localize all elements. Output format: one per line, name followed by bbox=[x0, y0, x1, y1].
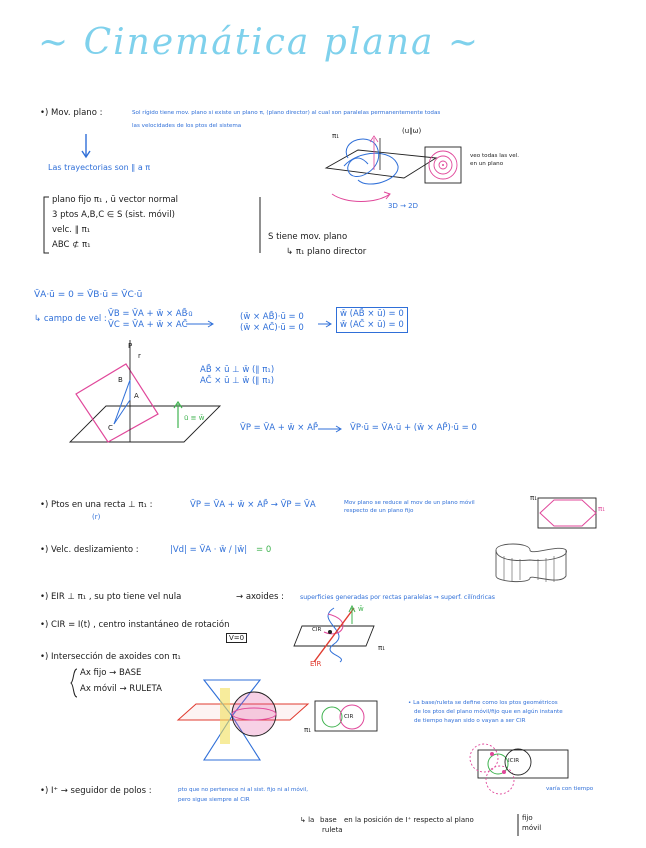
cond-2: 3 ptos A,B,C ∈ S (sist. móvil) bbox=[52, 210, 175, 220]
fig-r: r bbox=[138, 352, 141, 360]
interseccion-fig-varia: varía con tiempo bbox=[546, 786, 594, 792]
fig-note-1: veo todas las vel. bbox=[470, 153, 519, 159]
eq-box-1: w̄ (AB̄ × ū) = 0 bbox=[340, 309, 404, 319]
fig-b: B bbox=[118, 376, 123, 384]
concentric-velocity-icon bbox=[424, 146, 464, 186]
fig-3d2d: 3D → 2D bbox=[388, 202, 419, 210]
cir-fig-pi: π₁ bbox=[378, 644, 386, 652]
result-2: ↳ π₁ plano director bbox=[286, 247, 367, 257]
cond-3: velc. ∥ π₁ bbox=[52, 225, 91, 235]
eq-wac: (w̄ × AC̄)·ū = 0 bbox=[240, 323, 304, 333]
ptos-recta-fig-pi2: π₁ bbox=[598, 505, 606, 513]
seguidor-desc-2: pero sigue siempre al CIR bbox=[178, 797, 250, 803]
cir-fig-cir: CIR bbox=[312, 627, 322, 633]
ptos-recta-r: (r) bbox=[92, 513, 101, 521]
cir-figure bbox=[294, 602, 384, 664]
cir-v0-box: V=0 bbox=[226, 633, 247, 643]
mov-plano-desc-1: Sol rígido tiene mov. plano si existe un plano π, (plano director) al cual son paralelas permanentemente todas bbox=[132, 110, 441, 116]
fig-pi-label: π₁ bbox=[332, 132, 340, 140]
interseccion-fig-cir: CIR bbox=[344, 714, 354, 720]
dot-u: ·ū bbox=[186, 310, 193, 318]
fig-note-2: en un plano bbox=[470, 161, 504, 167]
eq-vb: V̄B = V̄A + w̄ × AB̄ bbox=[108, 309, 188, 319]
seguidor-base-rest: en la posición de I⁺ respecto al plano bbox=[344, 816, 474, 824]
page-title: ~ Cinemática plana ~ bbox=[38, 22, 481, 63]
eq-perp-1: AB̄ × ū ⊥ w̄ (∥ π₁) bbox=[200, 365, 275, 375]
seguidor-label: •) I⁺ → seguidor de polos : bbox=[40, 786, 152, 796]
seguidor-desc-1: pto que no pertenece ni al sist. fijo ni al móvil, bbox=[178, 787, 308, 793]
eq-wab: (w̄ × AB̄)·ū = 0 bbox=[240, 312, 304, 322]
seguidor-base-mid: base bbox=[320, 816, 337, 824]
interseccion-fig-pi: π₁ bbox=[304, 726, 312, 734]
arrow-icon-3 bbox=[318, 425, 344, 433]
fig-p: P bbox=[128, 342, 133, 350]
plane-rect-figure bbox=[532, 494, 604, 534]
seguidor-movil: móvil bbox=[522, 824, 542, 832]
eir-axoides: → axoides : bbox=[236, 592, 284, 602]
interseccion-fig-cir2: ICIR bbox=[508, 758, 520, 764]
seguidor-fijo: fijo bbox=[522, 814, 533, 822]
down-arrow-icon bbox=[80, 134, 92, 160]
cond-1: plano fijo π₁ , ū vector normal bbox=[52, 195, 179, 205]
deslizamiento-result: = 0 bbox=[256, 545, 272, 555]
fig-u-label: (u∥ω) bbox=[402, 127, 422, 135]
pyramid-figure bbox=[66, 338, 226, 446]
eq-vpu: V̄P·ū = V̄A·ū + (w̄ × AP̄)·ū = 0 bbox=[350, 423, 477, 433]
cir-fig-eir: EIR bbox=[310, 660, 322, 668]
cond-4: ABC ⊄ π₁ bbox=[52, 240, 91, 250]
eir-label: •) EIR ⊥ π₁ , su pto tiene vel nula bbox=[40, 592, 182, 602]
ptos-recta-eq: V̄P = V̄A + w̄ × AP̄ → V̄P = V̄A bbox=[190, 500, 316, 510]
eq-vc: V̄C = V̄A + w̄ × AC̄ bbox=[108, 320, 188, 330]
deslizamiento-label: •) Velc. deslizamiento : bbox=[40, 545, 139, 555]
arrow-icon bbox=[186, 320, 216, 328]
ptos-recta-label: •) Ptos en una recta ⊥ π₁ : bbox=[40, 500, 153, 510]
eq-perp-2: AC̄ × ū ⊥ w̄ (∥ π₁) bbox=[200, 376, 275, 386]
cir-label: •) CIR = I(t) , centro instantáneo de rotación bbox=[40, 620, 230, 630]
result-1: S tiene mov. plano bbox=[268, 232, 348, 242]
seguidor-ruleta: ruleta bbox=[322, 826, 343, 834]
cir-fig-w: w̄ bbox=[358, 605, 364, 613]
ptos-recta-note-2: respecto de un plano fijo bbox=[344, 508, 414, 514]
eir-desc: superficies generadas por rectas paralelas ⇒ superf. cilíndricas bbox=[300, 594, 496, 601]
left-bracket bbox=[42, 196, 50, 254]
ptos-recta-fig-pi: π₁ bbox=[530, 494, 538, 502]
eq-1: V̄A·ū = 0 = V̄B·ū = V̄C·ū bbox=[34, 290, 143, 300]
interseccion-note-1: • La base/ruleta se define como los ptos geométricos bbox=[408, 700, 558, 706]
section-mov-plano-label: •) Mov. plano : bbox=[40, 108, 103, 118]
deslizamiento-eq: |Vd| = V̄A · w̄ / |w̄| bbox=[170, 545, 248, 555]
interseccion-fijo: Ax fijo → BASE bbox=[80, 668, 142, 678]
interseccion-note-2: de los ptos del plano móvil/fijo que en algún instante bbox=[414, 709, 563, 715]
ptos-recta-note-1: Mov plano se reduce al mov de un plano móvil bbox=[344, 500, 475, 506]
axoides-figure bbox=[174, 676, 314, 766]
fig-c: C bbox=[108, 424, 113, 432]
interseccion-note-3: de tiempo hayan sido o vayan a ser CIR bbox=[414, 718, 526, 724]
campo-label: ↳ campo de vel : bbox=[34, 314, 107, 324]
cylindrical-surface-icon bbox=[490, 540, 572, 586]
brace-icon bbox=[70, 668, 78, 698]
trayectorias-text: Las trayectorias son ∥ a π bbox=[48, 163, 151, 172]
eq-vp: V̄P = V̄A + w̄ × AP̄ bbox=[240, 423, 319, 433]
eq-box-2: w̄ (AC̄ × ū) = 0 bbox=[340, 320, 404, 330]
fig-uw: ū ≡ w̄ bbox=[184, 414, 205, 422]
seguidor-base-prefix: ↳ la bbox=[300, 816, 315, 824]
interseccion-label: •) Intersección de axoides con π₁ bbox=[40, 652, 181, 662]
divider-bar bbox=[516, 814, 520, 836]
mov-plano-desc-2: las velocidades de los ptos del sistema bbox=[132, 123, 242, 129]
right-bracket bbox=[258, 196, 264, 254]
fig-a: A bbox=[134, 392, 139, 400]
interseccion-movil: Ax móvil → RULETA bbox=[80, 684, 162, 694]
arrow-icon-2 bbox=[318, 320, 334, 328]
